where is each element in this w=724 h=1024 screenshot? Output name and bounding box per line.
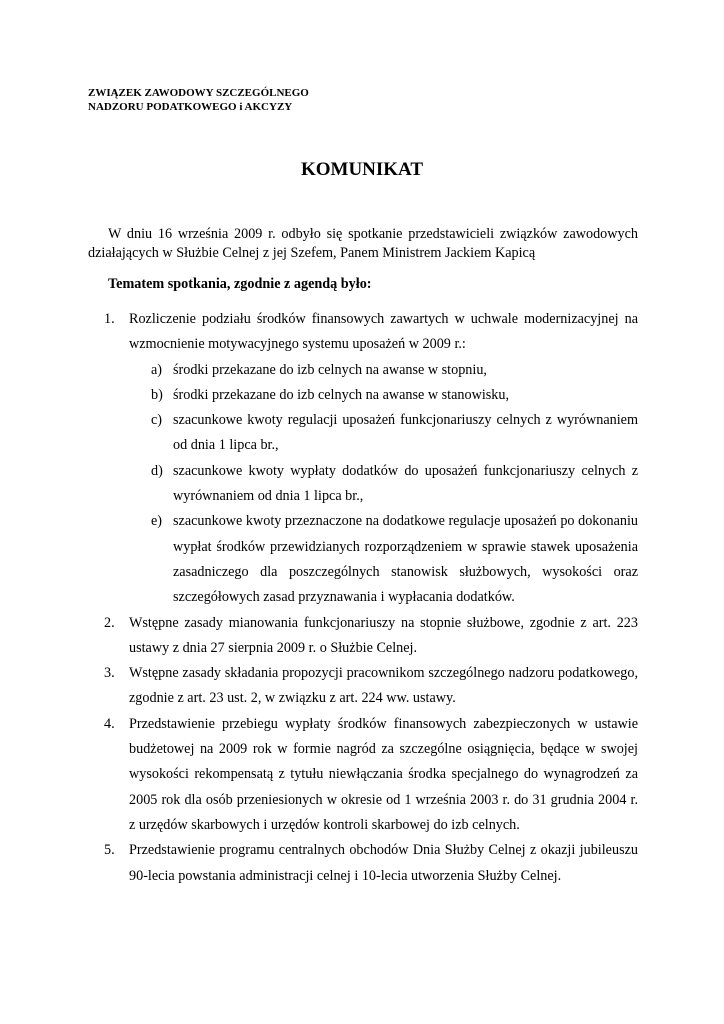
intro-paragraph	[88, 225, 638, 263]
subitem-d	[129, 459, 638, 510]
org-name-line2: NADZORU PODATKOWEGO i AKCYZY	[88, 101, 293, 113]
agenda-item-3	[104, 661, 638, 712]
subitem-text: środki przekazane do izb celnych na awanse w stopniu,	[173, 361, 487, 378]
subitem-text: szacunkowe kwoty wypłaty dodatków do uposażeń funkcjonariuszy celnych z wyrównaniem od dnia 1 lipca br.,	[173, 462, 638, 505]
subitem-e	[129, 509, 638, 610]
item-number: 5.	[104, 842, 115, 859]
subitem-c	[129, 408, 638, 459]
item-number: 4.	[104, 715, 115, 732]
intro-text: W dniu 16 września 2009 r. odbyło się spotkanie przedstawicieli związków zawodowych działających w Służbie Celnej z jej Szefem, Panem Ministrem Jackiem Kapicą	[88, 226, 638, 261]
subitem-letter: e)	[151, 513, 163, 530]
item-number: 3.	[104, 665, 115, 682]
agenda-list	[104, 307, 638, 889]
agenda-item-1	[104, 307, 638, 358]
subitem-letter: c)	[151, 412, 163, 429]
subitem-text: szacunkowe kwoty regulacji uposażeń funkcjonariuszy celnych z wyrównaniem od dnia 1 lipca br.,	[173, 412, 638, 454]
item-text: Wstępne zasady składania propozycji pracownikom szczególnego nadzoru podatkowego, zgodnie z art. 23 ust. 2, w związku z art. 224 ww. ustawy.	[129, 665, 638, 707]
item-number: 2.	[104, 614, 115, 631]
org-name-line1: ZWIĄZEK ZAWODOWY SZCZEGÓLNEGO	[88, 87, 309, 99]
item-text: Przedstawienie przebiegu wypłaty środków finansowych zabezpieczonych w ustawie budżetowej na 2009 rok w formie nagród za szczególne osiągnięcia, będące w swojej wysokości rekompensatą z tytułu niewłączania środka specjalnego do wynagrodzeń za 2005 rok dla osób przeniesionych w okresie od 1 września 2003 r. do 31 grudnia 2004 r. z urzędów skarbowych i urzędów kontroli skarbowej do izb celnych.	[129, 715, 638, 833]
subitem-a	[129, 358, 638, 383]
document-title: KOMUNIKAT	[300, 159, 424, 180]
subitem-text: środki przekazane do izb celnych na awanse w stanowisku,	[173, 386, 510, 403]
item-text: Rozliczenie podziału środków finansowych zawartych w uchwale modernizacyjnej na wzmocnienie motywacyjnego systemu uposażeń w 2009 r.:	[129, 311, 638, 353]
agenda-item-5	[104, 838, 638, 889]
item-text: Wstępne zasady mianowania funkcjonariuszy na stopnie służbowe, zgodnie z art. 223 ustawy z dnia 27 sierpnia 2009 r. o Służbie Celnej.	[129, 614, 638, 656]
item-text: Przedstawienie programu centralnych obchodów Dnia Służby Celnej z okazji jubileuszu 90-lecia powstania administracji celnej i 10-lecia utworzenia Służby Celnej.	[129, 842, 638, 884]
subitem-text: szacunkowe kwoty przeznaczone na dodatkowe regulacje uposażeń po dokonaniu wypłat środków przewidzianych rozporządzeniem w sprawie stawek uposażenia zasadniczego dla poszczególnych stanowisk służbowych, wysokości oraz szczegółowych zasad przyznawania i wypłacania dodatków.	[173, 513, 638, 606]
subitem-letter: d)	[151, 462, 163, 479]
agenda-item-2	[104, 611, 638, 662]
agenda-item-4	[104, 712, 638, 838]
item-number: 1.	[104, 311, 115, 327]
subitem-letter: a)	[151, 361, 163, 378]
organization-header	[88, 86, 309, 114]
subitem-b	[129, 383, 638, 408]
subitem-letter: b)	[151, 386, 163, 403]
agenda-heading: Tematem spotkania, zgodnie z agendą było:	[108, 276, 372, 292]
